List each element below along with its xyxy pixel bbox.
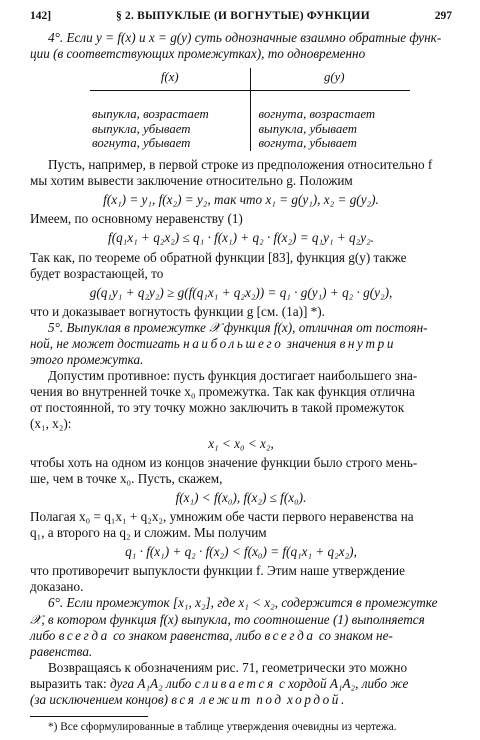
paragraph: Имеем, по основному неравенству (1) (30, 211, 243, 227)
table-row (90, 122, 410, 137)
text-line: (x₁, x₂): (30, 416, 72, 432)
table-row (90, 107, 410, 122)
formula: q₁ · f(x₁) + q₂ · f(x₂) < f(x₀) = f(q₁x₁ + q₂x₂), (125, 544, 357, 560)
formula: f(x₁) = y₁, f(x₂) = y₂, так что x₁ = g(y₁), x₂ = g(y₂). (103, 192, 379, 208)
proposition-4 (30, 30, 452, 62)
text-line: Допустим противное: пусть функция достигает наибольшего зна- (48, 368, 418, 384)
text-line: выразить так: (30, 675, 111, 691)
proposition-5 (30, 320, 452, 368)
paragraph (30, 563, 452, 595)
spaced-word: всегда (58, 627, 110, 643)
text-line: 5°. Выпуклая в промежутке 𝒳 функция f(x), отличная от постоян- (48, 319, 428, 335)
formula: f(q₁x₁ + q₂x₂) ≤ q₁ · f(x₁) + q₂ · f(x₂) = q₁y₁ + q₂y₂. (108, 230, 374, 246)
header-section-ref: 142] (30, 10, 52, 22)
footnote: *) Все сформулированные в таблице утверждения очевидны из чертежа. (48, 721, 397, 734)
text-line: равенства. (30, 643, 93, 659)
table-cell: вогнута, убывает (258, 136, 357, 151)
text-line: что противоречит выпуклости функции f. Этим наше утверждение (30, 563, 405, 579)
paragraph (30, 509, 452, 541)
text-line: с хордой A₁A₂, либо же (275, 675, 409, 691)
text-line: ше, чем в точке x₀. Пусть, скажем, (30, 470, 223, 486)
table-cell: выпукла, возрастает (90, 107, 250, 122)
text-line: Полагая x₀ = q₁x₁ + q₂x₂, умножим обе части первого неравенства на (30, 508, 414, 524)
spaced-word: всегда (264, 627, 316, 643)
text-line: со знаком не- (315, 627, 393, 643)
formula: g(q₁y₁ + q₂y₂) ≥ g(f(q₁x₁ + q₂x₂)) = q₁ · g(y₁) + q₂ · g(y₂), (89, 284, 393, 300)
proposition-6 (30, 595, 452, 659)
paragraph (30, 455, 452, 487)
table-cell: вогнута, убывает (90, 136, 250, 151)
text-line: ной, не может достигать (30, 336, 184, 351)
text-line: мы хотим вывести заключение относительно g. Положим (30, 173, 353, 189)
spaced-word: хордой. (287, 691, 347, 707)
text-line: дуга A₁A₂ либо (110, 675, 195, 691)
text-line: доказано. (30, 579, 84, 595)
text-line: этого промежутка. (30, 352, 144, 368)
paragraph (30, 250, 452, 282)
table-cell: выпукла, убывает (90, 122, 250, 137)
spaced-word: под (256, 691, 284, 707)
table-cell: выпукла, убывает (258, 121, 357, 136)
paragraph (30, 368, 452, 432)
formula: f(x₁) < f(x₀), f(x₂) ≤ f(x₀). (175, 489, 307, 505)
correspondence-table (90, 68, 410, 151)
paragraph: что и доказывает вогнутость функции g [см. (1а)] *). (30, 303, 325, 319)
paragraph (30, 157, 452, 189)
spaced-word: вся (171, 691, 197, 707)
text-line: 𝒳, в котором функция f(x) выпукла, то соотношение (1) выполняется (30, 611, 425, 627)
table-header-f: f(x) (90, 68, 250, 91)
spaced-word: внутри (339, 336, 397, 351)
text-line: чения во внутренней точке x₀ промежутка. Так как функция отлична (30, 384, 415, 400)
text-line: 4°. Если y = f(x) и x = g(y) суть однозначные взаимно обратные функ- (48, 30, 442, 45)
text-line: со знаком равенства, либо (109, 627, 265, 643)
text-line: ции (в соответствующих промежутках), то одновременно (30, 46, 366, 62)
text-line: Возвращаясь к обозначениям рис. 71, геометрически это можно (48, 659, 408, 675)
text-line: (за исключением концов) (30, 691, 172, 707)
header-title: § 2. ВЫПУКЛЫЕ (И ВОГНУТЫЕ) ФУНКЦИИ (115, 10, 370, 22)
formula: x₁ < x₀ < x₂, (208, 435, 274, 451)
text-line: Так как, по теореме об обратной функции [83], функция g(y) также (30, 249, 407, 265)
table-header-g: g(y) (250, 68, 410, 91)
spaced-word: сливается (194, 675, 276, 691)
running-header (30, 8, 452, 26)
spaced-word: лежит (199, 691, 253, 707)
table-row (90, 136, 410, 151)
text-line: от постоянной, то эту точку можно заключить в такой промежуток (30, 400, 405, 416)
page-number: 297 (434, 10, 452, 22)
text-line: 6°. Если промежуток [x₁, x₂], где x₁ < x₂, содержится в промежутке (48, 595, 438, 611)
text-line: будет возрастающей, то (30, 265, 164, 281)
paragraph (30, 660, 452, 708)
spaced-word: наибольшего (183, 336, 284, 351)
text-line: либо (30, 627, 59, 643)
text-line: значения (283, 336, 340, 351)
footnote-rule (30, 716, 148, 717)
text-line: чтобы хоть на одном из концов значение функции было строго мень- (30, 454, 418, 470)
table-cell: вогнута, возрастает (258, 107, 376, 122)
text-line: q₁, а второго на q₂ и сложим. Мы получим (30, 525, 267, 541)
text-line: Пусть, например, в первой строке из предположения относительно f (48, 157, 433, 173)
